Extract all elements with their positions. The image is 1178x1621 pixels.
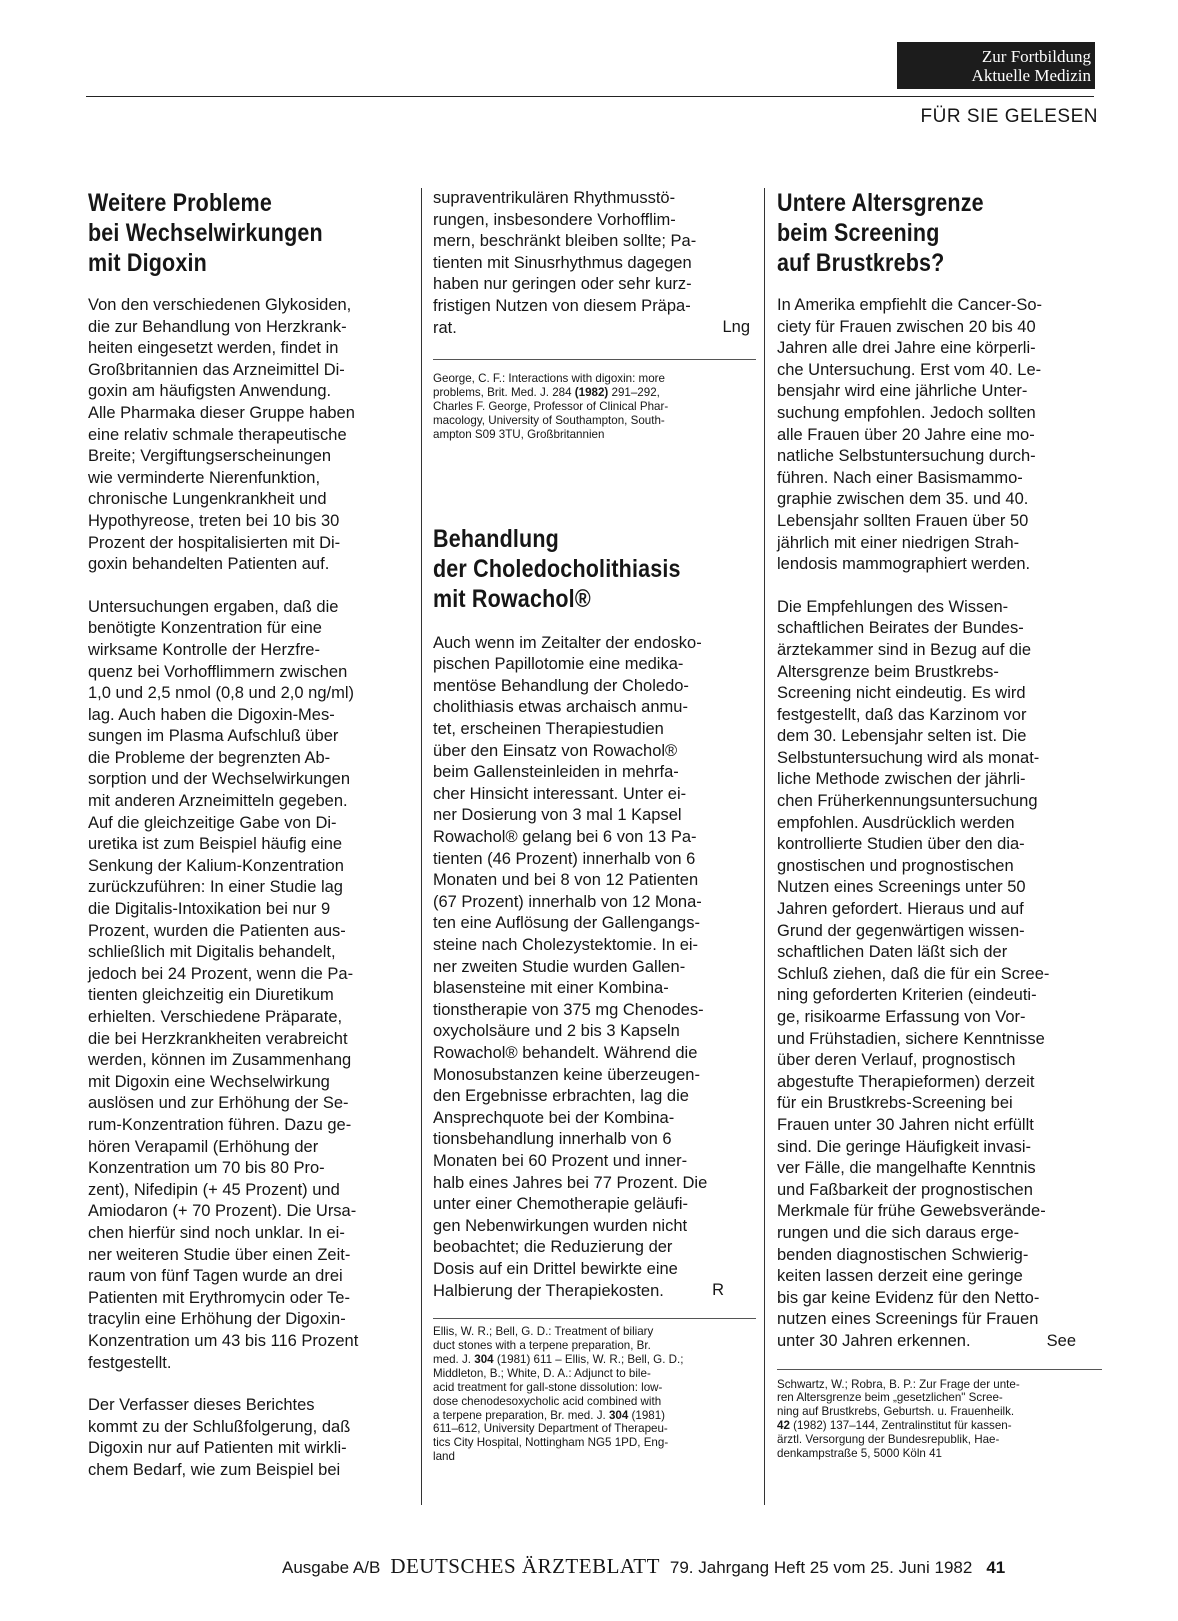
title-line: der Choledocholithiasis (433, 554, 681, 583)
section-label: FÜR SIE GELESEN (920, 106, 1098, 127)
column-left (88, 188, 408, 1481)
title-line: Behandlung (433, 524, 559, 553)
page-number: 41 (986, 1558, 1006, 1577)
article-continuation (433, 188, 756, 339)
reference-citation: George, C. F.: Interactions with digoxin: more problems, Brit. Med. J. 284 (1982) 291–292, Charles F. George, Professor of Clinical Phar- macology, University of Southampton, South- ampton S09 3TU, Großbritannien (433, 372, 669, 441)
footer-issue: 79. Jahrgang Heft 25 vom 25. Juni 1982 (669, 1558, 973, 1577)
badge-line-1: Zur Fortbildung (981, 47, 1091, 66)
article-paragraph: Auch wenn im Zeitalter der endosko- pischen Papillotomie eine medika- mentöse Behandlung der Choledo- cholithiasis etwas archaisch anmu- tet, erscheinen Therapiestudien über den Einsatz von Rowachol® beim Gallensteinleiden in mehrfa- cher Hinsicht interessant. Unter ei- ner Dosierung von 3 mal 1 Kapsel Rowachol® gelang bei 6 von 13 Pa- tienten (46 Prozent) innerhalb von 6 Monaten und bei 8 von 12 Patienten (67 Prozent) innerhalb von 12 Mona- ten eine Auflösung der Gallengangs- steine nach Cholezystektomie. In ei- ner zweiten Studie wurden Gallen- blasensteine mit einer Kombina- tionstherapie von 375 mg Chenodes- oxycholsäure und 2 bis 3 Kapseln Rowachol® behandelt. Während die Monosubstanzen keine überzeugen- den Ergebnisse erbrachten, lag die Ansprechquote bei der Kombina- tionsbehandlung innerhalb von 6 Monaten bei 60 Prozent und inner- halb eines Jahres bei 77 Prozent. Die unter einer Chemotherapie geläufi- gen Nebenwirkungen wurden nicht beobachtet; die Reduzierung der Dosis auf ein Drittel bewirkte eine Halbierung der Therapiekosten. (433, 633, 708, 1300)
header-rule (86, 96, 1094, 97)
article-paragraph: In Amerika empfiehlt die Cancer-So- ciety für Frauen zwischen 20 bis 40 Jahren alle drei Jahre eine körperli- che Untersuchung. Erst vom 40. Le- bensjahr wird eine jährliche Unter- suchung empfohlen. Jedoch sollten alle Frauen über 20 Jahre eine mo- natliche Selbstuntersuchung durch- führen. Nach einer Basismammo- graphie zwischen dem 35. und 40. Lebensjahr sollten Frauen über 50 jährlich mit einer niedrigen Strah- lendosis mammographiert werden. (777, 296, 1043, 574)
article-title (433, 524, 755, 614)
title-line: beim Screening (777, 219, 940, 247)
title-line: auf Brustkrebs? (777, 249, 945, 277)
column-middle (433, 188, 756, 1464)
title-line: Untere Altersgrenze (777, 189, 984, 217)
article-title (88, 188, 407, 278)
article-paragraph: Untersuchungen ergaben, daß die benötigte Konzentration für eine wirksame Kontrolle der Herzfre- quenz bei Vorhofflimmern zwischen 1,0 und 2,5 nmol (0,8 und 2,0 ng/ml) lag. Auch haben die Digoxin-Mes- sungen im Plasma Aufschluß über die Probleme der begrenzten Ab- sorption und der Wechselwirkungen mit anderen Arzneimitteln gegeben. Auf die gleichzeitige Gabe von Di- uretika ist zum Beispiel häufig eine Senkung der Kalium-Konzentration zurückzuführen: In einer Studie lag die Digitalis-Intoxikation bei nur 9 Prozent, wurden die Patienten aus- schließlich mit Digitalis behandelt, jedoch bei 24 Prozent, wenn die Pa- tienten gleichzeitig ein Diuretikum erhielten. Verschiedene Präparate, die bei Herzkrankheiten verabreicht werden, können im Zusammenhang mit Digoxin eine Wechselwirkung auslösen und zur Erhöhung der Se- rum-Konzentration führen. Dazu ge- hören Verapamil (Erhöhung der Konzentration um 70 bis 80 Pro- zent), Nifedipin (+ 45 Prozent) und Amiodaron (+ 70 Prozent). Die Ursa- chen hierfür sind noch unklar. In ei- ner weiteren Studie über einen Zeit- raum von fünf Tagen wurde an drei Patienten mit Erythromycin oder Te- tracylin eine Erhöhung der Digoxin- Konzentration um 43 bis 116 Prozent festgestellt. (88, 597, 359, 1372)
reference-rule (433, 1318, 756, 1319)
reference-rule (433, 359, 756, 360)
column-divider (421, 188, 422, 1505)
article-title (777, 188, 1101, 278)
continued-text: supraventrikulären Rhythmusstö- rungen, insbesondere Vorhofflim- mern, beschränkt bleiben sollte; Pa- tienten mit Sinusrhythmus dagegen haben nur geringen oder sehr kurz- fristigen Nutzen von diesem Präpa- rat. (433, 189, 697, 337)
title-line: mit Digoxin (88, 249, 207, 277)
title-line: mit Rowachol® (433, 584, 591, 613)
title-line: Weitere Probleme (88, 189, 272, 217)
article-paragraph: Von den verschiedenen Glykosiden, die zur Behandlung von Herzkrank- heiten eingesetzt werden, findet in Großbritannien das Arzneimittel Di- goxin am häufigsten Anwendung. Alle Pharmaka dieser Gruppe haben eine relativ schmale therapeutische Breite; Vergiftungserscheinungen wie verminderte Nierenfunktion, chronische Lungenkrankheit und Hypothyreose, treten bei 10 bis 30 Prozent der hospitalisierten mit Di- goxin behandelten Patienten auf. (88, 296, 355, 574)
page-footer (282, 1554, 1005, 1579)
reference-rule (777, 1369, 1102, 1370)
reference-citation: Ellis, W. R.; Bell, G. D.: Treatment of biliary duct stones with a terpene preparation, Br. med. J. 304 (1981) 611 – Ellis, W. R.; Bell, G. D.; Middleton, B.; White, D. A.: Adjunct to bile- acid treatment for gall-stone dissolution: low- dose chenodesoxycholic acid combined with a terpene preparation, Br. med. J. 304 (1981) 611–612, University Department of Therapeu- tics City Hospital, Nottingham NG5 1PD, Eng- land (433, 1325, 684, 1464)
badge-line-2: Aktuelle Medizin (971, 66, 1091, 85)
author-signature: R (712, 1281, 724, 1300)
article-paragraph: Der Verfasser dieses Berichtes kommt zu der Schlußfolgerung, daß Digoxin nur auf Patienten mit wirkli- chem Bedarf, wie zum Beispiel bei (88, 1396, 351, 1479)
author-signature: Lng (722, 318, 750, 337)
column-divider (764, 188, 765, 1505)
reference-citation: Schwartz, W.; Robra, B. P.: Zur Frage der unte- ren Altersgrenze beim „gesetzlichen" Scree- ning auf Brustkrebs, Geburtsh. u. Frauenheilk. 42 (1982) 137–144, Zentralinstitut für kassen- ärztl. Versorgung der Bundesrepublik, Hae- denkampstraße 5, 5000 Köln 41 (777, 1377, 1020, 1461)
author-signature: See (1046, 1331, 1076, 1350)
footer-journal: DEUTSCHES ÄRZTEBLATT (390, 1554, 660, 1578)
footer-edition: Ausgabe A/B (282, 1558, 381, 1577)
column-right (777, 188, 1102, 1461)
section-badge (897, 42, 1095, 89)
article-paragraph: Die Empfehlungen des Wissen- schaftlichen Beirates der Bundes- ärztekammer sind in Bezug auf die Altersgrenze beim Brustkrebs- Screening nicht eindeutig. Es wird festgestellt, daß das Karzinom vor dem 30. Lebensjahr selten ist. Die Selbstuntersuchung wird als monat- liche Methode zwischen der jährli- chen Früherkennungsuntersuchung empfohlen. Ausdrücklich werden kontrollierte Studien über den dia- gnostischen und prognostischen Nutzen eines Screenings unter 50 Jahren gefordert. Hieraus und auf Grund der gegenwärtigen wissen- schaftlichen Daten läßt sich der Schluß ziehen, daß die für ein Scree- ning geforderten Kriterien (eindeuti- ge, risikoarme Erfassung von Vor- und Frühstadien, sichere Kenntnisse über deren Verlauf, prognostisch abgestufte Therapieformen) derzeit für ein Brustkrebs-Screening bei Frauen unter 30 Jahren nicht erfüllt sind. Die geringe Häufigkeit invasi- ver Fälle, die mangelhafte Kenntnis und Faßbarkeit der prognostischen Merkmale für frühe Gewebsverände- rungen und die sich daraus erge- benden diagnostischen Schwierig- keiten lassen derzeit eine geringe bis gar keine Evidenz für den Netto- nutzen eines Screenings für Frauen unter 30 Jahren erkennen. (777, 597, 1050, 1350)
title-line: bei Wechselwirkungen (88, 219, 323, 247)
